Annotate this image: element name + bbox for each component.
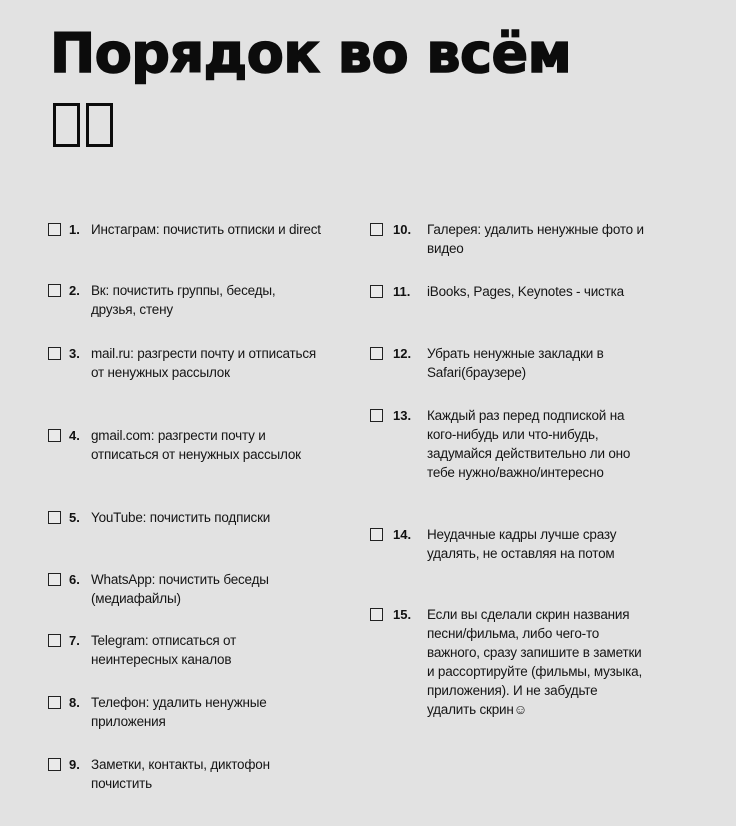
checklist-item-7[interactable] bbox=[48, 631, 321, 669]
checklist-item-5[interactable] bbox=[48, 508, 321, 527]
checkbox[interactable] bbox=[370, 409, 383, 422]
item-text: Если вы сделали скрин названия песни/фильма, либо чего-то важного, сразу запишите в заметки и рассортируйте (фильмы, музыка, приложения). И не забудьте удалить скрин☺ bbox=[427, 607, 643, 717]
item-text: iBooks, Pages, Keynotes - чистка bbox=[427, 284, 624, 299]
checklist-item-10[interactable] bbox=[370, 220, 647, 258]
checkbox[interactable] bbox=[48, 758, 61, 771]
checkbox[interactable] bbox=[370, 608, 383, 621]
title-glyph-boxes bbox=[53, 103, 113, 147]
item-number: 4. bbox=[69, 428, 80, 443]
item-text: Каждый раз перед подпиской на кого-нибудь или что-нибудь, задумайся действительно ли оно тебе нужно/важно/интересно bbox=[427, 408, 631, 480]
item-text: Инстаграм: почистить отписки и direct bbox=[91, 222, 321, 237]
checklist-item-4[interactable] bbox=[48, 426, 321, 464]
checkbox[interactable] bbox=[370, 285, 383, 298]
checklist-item-8[interactable] bbox=[48, 693, 321, 731]
item-text: Убрать ненужные закладки в Safari(браузере) bbox=[427, 346, 604, 380]
checklist-item-1[interactable] bbox=[48, 220, 321, 239]
missing-glyph-box bbox=[53, 103, 80, 147]
checkbox[interactable] bbox=[370, 347, 383, 360]
item-number: 11. bbox=[393, 284, 411, 299]
item-number: 12. bbox=[393, 346, 412, 361]
item-number: 2. bbox=[69, 283, 80, 298]
item-number: 8. bbox=[69, 695, 80, 710]
item-number: 7. bbox=[69, 633, 80, 648]
item-text: gmail.com: разгрести почту и отписаться от ненужных рассылок bbox=[91, 428, 301, 462]
item-text: mail.ru: разгрести почту и отписаться от ненужных рассылок bbox=[91, 346, 316, 380]
checklist-item-13[interactable] bbox=[370, 406, 647, 482]
item-text: WhatsApp: почистить беседы (медиафайлы) bbox=[91, 572, 269, 606]
item-number: 10. bbox=[393, 222, 412, 237]
checkbox[interactable] bbox=[370, 528, 383, 541]
item-text: Галерея: удалить ненужные фото и видео bbox=[427, 222, 644, 256]
checklist-item-11[interactable] bbox=[370, 282, 647, 301]
item-text: Вк: почистить группы, беседы, друзья, стену bbox=[91, 283, 276, 317]
checkbox[interactable] bbox=[48, 573, 61, 586]
checklist-item-3[interactable] bbox=[48, 344, 321, 382]
checkbox[interactable] bbox=[48, 284, 61, 297]
item-number: 3. bbox=[69, 346, 80, 361]
checkbox[interactable] bbox=[48, 429, 61, 442]
item-number: 13. bbox=[393, 408, 412, 423]
page-title: Порядок во всём bbox=[50, 22, 572, 85]
checklist-item-6[interactable] bbox=[48, 570, 321, 608]
item-number: 14. bbox=[393, 527, 412, 542]
checklist-item-14[interactable] bbox=[370, 525, 647, 563]
item-text: Телефон: удалить ненужные приложения bbox=[91, 695, 267, 729]
item-number: 9. bbox=[69, 757, 80, 772]
item-number: 6. bbox=[69, 572, 80, 587]
checklist-item-15[interactable] bbox=[370, 605, 647, 719]
checkbox[interactable] bbox=[48, 696, 61, 709]
item-number: 15. bbox=[393, 607, 412, 622]
checklist-item-2[interactable] bbox=[48, 281, 321, 319]
checkbox[interactable] bbox=[48, 223, 61, 236]
checkbox[interactable] bbox=[48, 347, 61, 360]
checklist-item-12[interactable] bbox=[370, 344, 647, 382]
item-text: Telegram: отписаться от неинтересных каналов bbox=[91, 633, 237, 667]
item-text: Заметки, контакты, диктофон почистить bbox=[91, 757, 270, 791]
checklist-item-9[interactable] bbox=[48, 755, 321, 793]
item-number: 1. bbox=[69, 222, 80, 237]
item-text: YouTube: почистить подписки bbox=[91, 510, 271, 525]
item-text: Неудачные кадры лучше сразу удалять, не оставляя на потом bbox=[427, 527, 617, 561]
checkbox[interactable] bbox=[370, 223, 383, 236]
missing-glyph-box bbox=[86, 103, 113, 147]
checkbox[interactable] bbox=[48, 634, 61, 647]
checkbox[interactable] bbox=[48, 511, 61, 524]
item-number: 5. bbox=[69, 510, 80, 525]
